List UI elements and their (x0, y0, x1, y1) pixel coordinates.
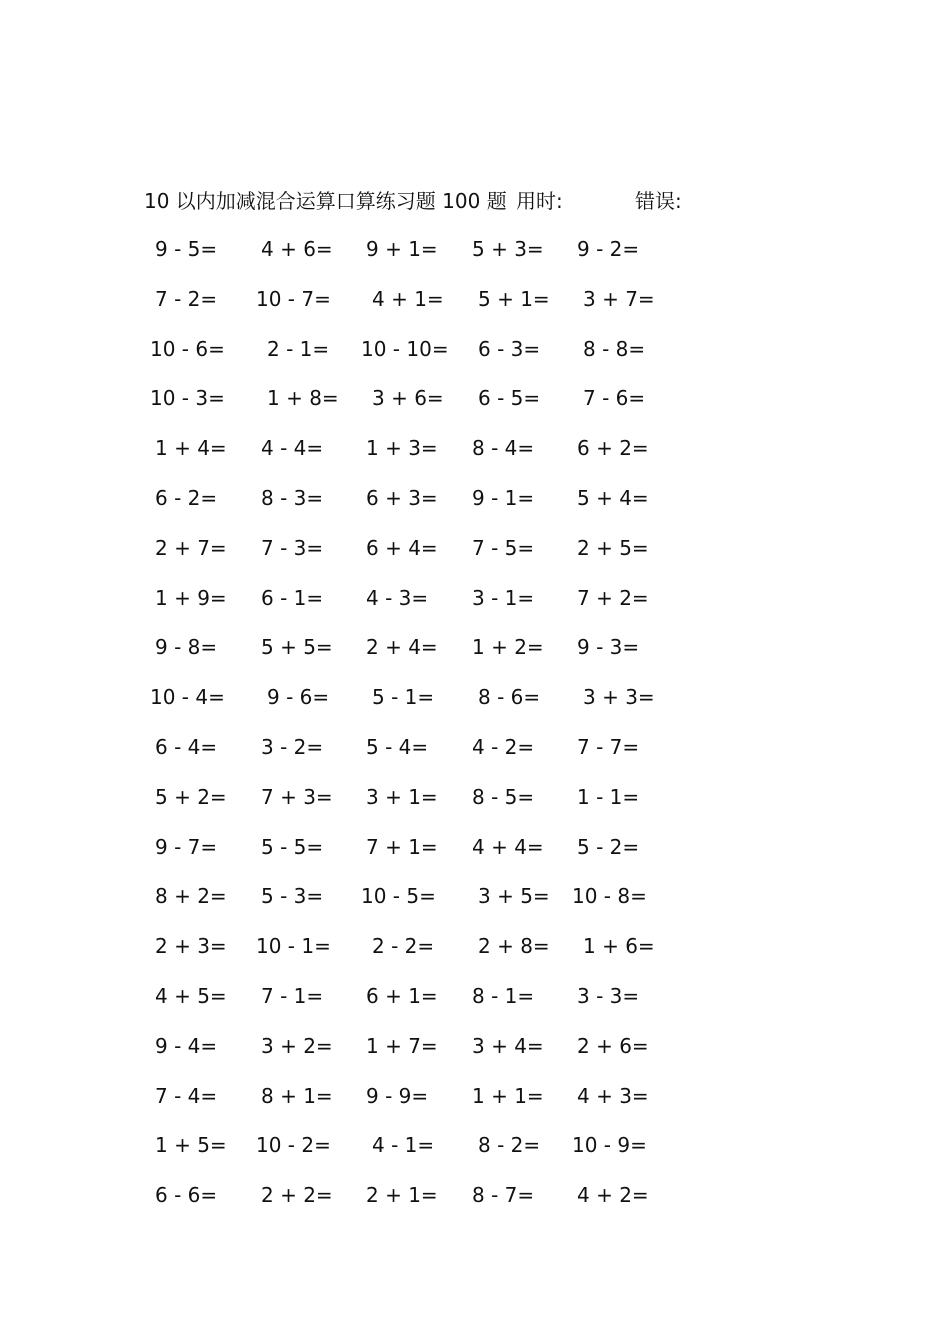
problem-item: 6 - 5= (478, 386, 541, 411)
problem-item: 2 + 2= (261, 1183, 333, 1208)
problem-item: 1 + 9= (155, 585, 227, 610)
problem-item: 7 - 5= (472, 535, 535, 560)
problem-item: 6 + 2= (577, 436, 649, 461)
problem-item: 8 - 4= (472, 436, 535, 461)
problem-item: 10 - 2= (256, 1133, 331, 1158)
problem-item: 5 + 5= (261, 635, 333, 660)
problem-item: 6 - 1= (261, 585, 324, 610)
worksheet-title: 10 以内加减混合运算口算练习题 100 题 (144, 189, 507, 213)
problem-item: 8 - 1= (472, 984, 535, 1008)
problem-item: 4 + 6= (261, 237, 333, 261)
problem-item: 2 + 5= (577, 535, 649, 560)
problem-item: 6 - 6= (155, 1183, 218, 1208)
problem-item: 2 - 2= (372, 934, 435, 959)
problem-item: 9 - 6= (267, 685, 330, 710)
problem-item: 1 + 5= (155, 1133, 227, 1158)
problem-item: 8 - 3= (261, 486, 324, 510)
problem-item: 5 + 2= (155, 784, 227, 809)
problem-item: 2 + 6= (577, 1033, 649, 1058)
problem-item: 6 - 4= (155, 735, 218, 759)
problem-item: 9 - 5= (155, 237, 218, 261)
problem-item: 10 - 1= (256, 934, 331, 959)
problem-item: 6 + 4= (366, 535, 438, 560)
problem-item: 6 + 3= (366, 486, 438, 510)
problem-item: 8 + 2= (155, 884, 227, 909)
problem-item: 8 - 7= (472, 1183, 535, 1208)
problem-item: 2 + 4= (366, 635, 438, 660)
problem-item: 4 + 2= (577, 1183, 649, 1208)
problem-item: 9 - 2= (577, 237, 640, 261)
problem-item: 9 - 7= (155, 834, 218, 859)
problem-item: 2 - 1= (267, 336, 330, 361)
problem-item: 4 - 2= (472, 735, 535, 759)
problem-item: 1 + 6= (583, 934, 655, 959)
worksheet-header (144, 186, 784, 216)
problem-item: 3 - 2= (261, 735, 324, 759)
problem-item: 4 + 5= (155, 984, 227, 1008)
problem-item: 10 - 3= (150, 386, 225, 411)
problem-item: 4 - 1= (372, 1133, 435, 1158)
problem-item: 1 + 1= (472, 1083, 544, 1108)
problem-item: 6 - 2= (155, 486, 218, 510)
problem-item: 10 - 4= (150, 685, 225, 710)
problem-item: 7 - 3= (261, 535, 324, 560)
problem-item: 3 + 7= (583, 286, 655, 311)
problem-item: 7 + 1= (366, 834, 438, 859)
problem-item: 9 - 9= (366, 1083, 429, 1108)
problem-item: 1 + 2= (472, 635, 544, 660)
problem-item: 5 + 1= (478, 286, 550, 311)
problem-item: 3 + 4= (472, 1033, 544, 1058)
errors-label: 错误: (635, 189, 682, 213)
problem-item: 10 - 10= (361, 336, 449, 361)
problem-item: 10 - 7= (256, 286, 331, 311)
problem-item: 6 + 1= (366, 984, 438, 1008)
problem-item: 7 - 6= (583, 386, 646, 411)
problem-item: 10 - 5= (361, 884, 436, 909)
problem-item: 3 + 6= (372, 386, 444, 411)
problem-item: 8 - 5= (472, 784, 535, 809)
problem-item: 3 - 1= (472, 585, 535, 610)
problem-item: 9 - 3= (577, 635, 640, 660)
problem-item: 3 + 1= (366, 784, 438, 809)
problem-item: 5 - 2= (577, 834, 640, 859)
problem-item: 8 - 6= (478, 685, 541, 710)
problem-item: 3 - 3= (577, 984, 640, 1008)
problem-item: 1 + 7= (366, 1033, 438, 1058)
time-used-label: 用时: (516, 189, 563, 213)
problem-item: 5 + 3= (472, 237, 544, 261)
problem-item: 5 - 1= (372, 685, 435, 710)
problem-item: 8 + 1= (261, 1083, 333, 1108)
problem-item: 9 - 8= (155, 635, 218, 660)
problem-item: 3 + 3= (583, 685, 655, 710)
problem-item: 8 - 8= (583, 336, 646, 361)
problem-item: 5 + 4= (577, 486, 649, 510)
problem-item: 7 + 2= (577, 585, 649, 610)
problem-item: 7 - 1= (261, 984, 324, 1008)
problem-item: 2 + 7= (155, 535, 227, 560)
problem-item: 2 + 8= (478, 934, 550, 959)
problem-item: 5 - 3= (261, 884, 324, 909)
problem-item: 10 - 6= (150, 336, 225, 361)
problem-item: 3 + 5= (478, 884, 550, 909)
problem-item: 3 + 2= (261, 1033, 333, 1058)
problem-item: 1 + 3= (366, 436, 438, 461)
problem-item: 1 + 4= (155, 436, 227, 461)
problem-item: 7 - 2= (155, 286, 218, 311)
problem-item: 4 - 4= (261, 436, 324, 461)
problem-item: 9 - 4= (155, 1033, 218, 1058)
problem-item: 10 - 8= (572, 884, 647, 909)
problem-item: 4 + 3= (577, 1083, 649, 1108)
problem-item: 2 + 3= (155, 934, 227, 959)
problem-item: 9 - 1= (472, 486, 535, 510)
problem-item: 5 - 4= (366, 735, 429, 759)
problem-item: 7 + 3= (261, 784, 333, 809)
problem-item: 8 - 2= (478, 1133, 541, 1158)
problem-item: 5 - 5= (261, 834, 324, 859)
problem-item: 1 + 8= (267, 386, 339, 411)
problem-item: 4 - 3= (366, 585, 429, 610)
problem-item: 1 - 1= (577, 784, 640, 809)
problem-item: 9 + 1= (366, 237, 438, 261)
problem-item: 7 - 4= (155, 1083, 218, 1108)
problem-item: 4 + 4= (472, 834, 544, 859)
problem-item: 4 + 1= (372, 286, 444, 311)
problem-item: 2 + 1= (366, 1183, 438, 1208)
problem-item: 10 - 9= (572, 1133, 647, 1158)
problem-item: 6 - 3= (478, 336, 541, 361)
problem-item: 7 - 7= (577, 735, 640, 759)
